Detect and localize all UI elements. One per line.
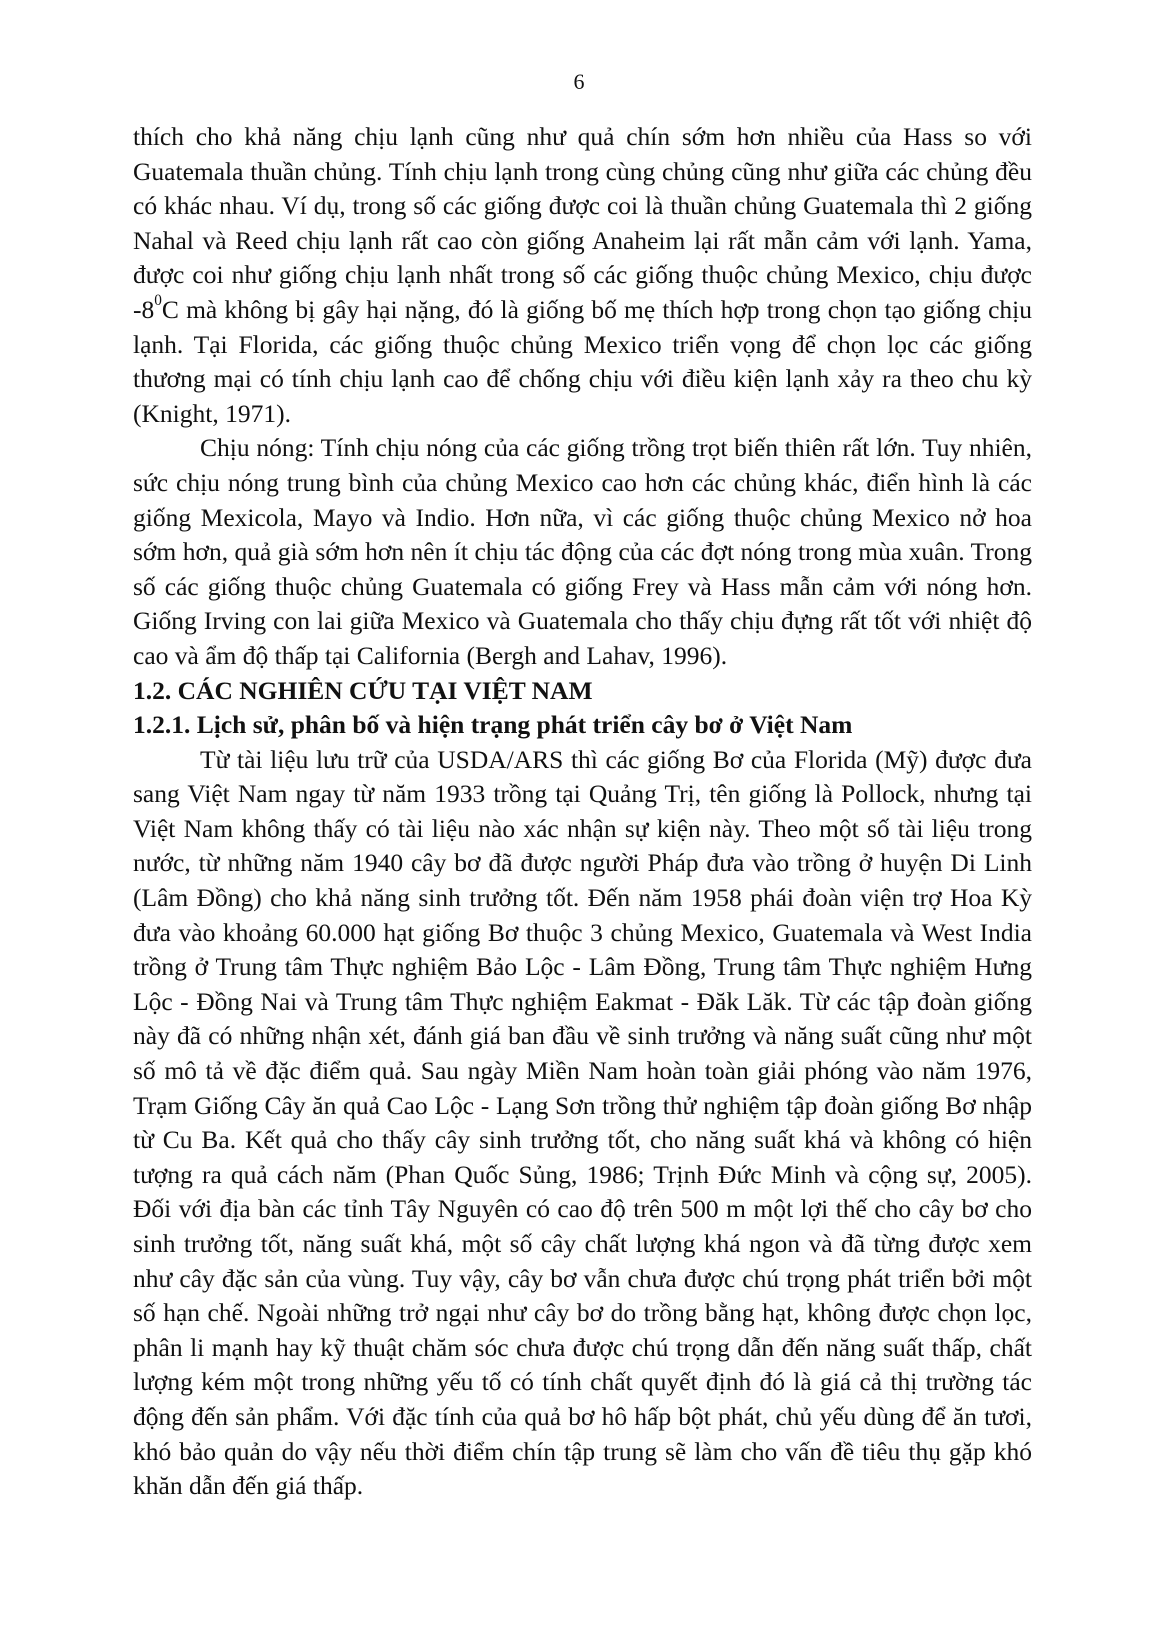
paragraph-text: C mà không bị gây hại nặng, đó là giống bố mẹ thích hợp trong chọn tạo giống chịu lạnh. Tại Florida, các giống thuộc chủng Mexico triển vọng để chọn lọc các giống thương mại có tính chịu lạnh cao để chống chịu với điều kiện lạnh xảy ra theo chu kỳ (Knight, 1971).	[133, 294, 1032, 428]
section-heading: 1.2. CÁC NGHIÊN CỨU TẠI VIỆT NAM	[133, 675, 593, 705]
paragraph-text: thích cho khả năng chịu lạnh cũng như quả chín sớm hơn nhiều của Hass so với Guatemala thuần chủng. Tính chịu lạnh trong cùng chủng cũng như giữa các chủng đều có khác nhau. Ví dụ, trong số các giống được coi là thuần chủng Guatemala thì 2 giống Nahal và Reed chịu lạnh rất cao còn giống Anaheim lại rất mẫn cảm với lạnh. Yama, được coi như giống chịu lạnh nhất trong số các giống thuộc chủng Mexico, chịu được -8	[133, 122, 1032, 324]
subsection-heading: 1.2.1. Lịch sử, phân bố và hiện trạng phát triển cây bơ ở Việt Nam	[133, 710, 853, 740]
paragraph-cold-tolerance	[133, 120, 1032, 431]
document-body	[133, 120, 1032, 1504]
paragraph-history: Từ tài liệu lưu trữ của USDA/ARS thì các giống Bơ của Florida (Mỹ) được đưa sang Việt Nam ngay từ năm 1933 trồng tại Quảng Trị, tên giống là Pollock, nhưng tại Việt Nam không thấy có tài liệu nào xác nhận sự kiện này. Theo một số tài liệu trong nước, từ những năm 1940 cây bơ đã được người Pháp đưa vào trồng ở huyện Di Linh (Lâm Đồng) cho khả năng sinh trưởng tốt. Đến năm 1958 phái đoàn viện trợ Hoa Kỳ đưa vào khoảng 60.000 hạt giống Bơ thuộc 3 chủng Mexico, Guatemala và West India trồng ở Trung tâm Thực nghiệm Bảo Lộc - Lâm Đồng, Trung tâm Thực nghiệm Hưng Lộc - Đồng Nai và Trung tâm Thực nghiệm Eakmat - Đăk Lăk. Từ các tập đoàn giống này đã có những nhận xét, đánh giá ban đầu về sinh trưởng và năng suất cũng như một số mô tả về đặc điểm quả. Sau ngày Miền Nam hoàn toàn giải phóng vào năm 1976, Trạm Giống Cây ăn quả Cao Lộc - Lạng Sơn trồng thử nghiệm tập đoàn giống Bơ nhập từ Cu Ba. Kết quả cho thấy cây sinh trưởng tốt, cho năng suất khá và không có hiện tượng ra quả cách năm (Phan Quốc Sủng, 1986; Trịnh Đức Minh và cộng sự, 2005). Đối với địa bàn các tỉnh Tây Nguyên có cao độ trên 500 m một lợi thế cho cây bơ cho sinh trưởng tốt, năng suất khá, một số cây chất lượng khá ngon và đã từng được xem như cây đặc sản của vùng. Tuy vậy, cây bơ vẫn chưa được chú trọng phát triển bởi một số hạn chế. Ngoài những trở ngại như cây bơ do trồng bằng hạt, không được chọn lọc, phân li mạnh hay kỹ thuật chăm sóc chưa được chú trọng dẫn đến năng suất thấp, chất lượng kém một trong những yếu tố có tính chất quyết định đó là giá cả thị trường tác động đến sản phẩm. Với đặc tính của quả bơ hô hấp bột phát, chủ yếu dùng để ăn tươi, khó bảo quản do vậy nếu thời điểm chín tập trung sẽ làm cho vấn đề tiêu thụ gặp khó khăn dẫn đến giá thấp.	[133, 744, 1032, 1501]
paragraph-heat-tolerance: Chịu nóng: Tính chịu nóng của các giống trồng trọt biến thiên rất lớn. Tuy nhiên, sức chịu nóng trung bình của chủng Mexico cao hơn các chủng khác, điển hình là các giống Mexicola, Mayo và Indio. Hơn nữa, vì các giống thuộc chủng Mexico nở hoa sớm hơn, quả già sớm hơn nên ít chịu tác động của các đợt nóng trong mùa xuân. Trong số các giống thuộc chủng Guatemala có giống Frey và Hass mẫn cảm với nóng hơn. Giống Irving con lai giữa Mexico và Guatemala cho thấy chịu đựng rất tốt với nhiệt độ cao và ẩm độ thấp tại California (Bergh and Lahav, 1996).	[133, 433, 1032, 670]
superscript-degree: 0	[154, 292, 162, 310]
page-number: 6	[573, 69, 585, 94]
